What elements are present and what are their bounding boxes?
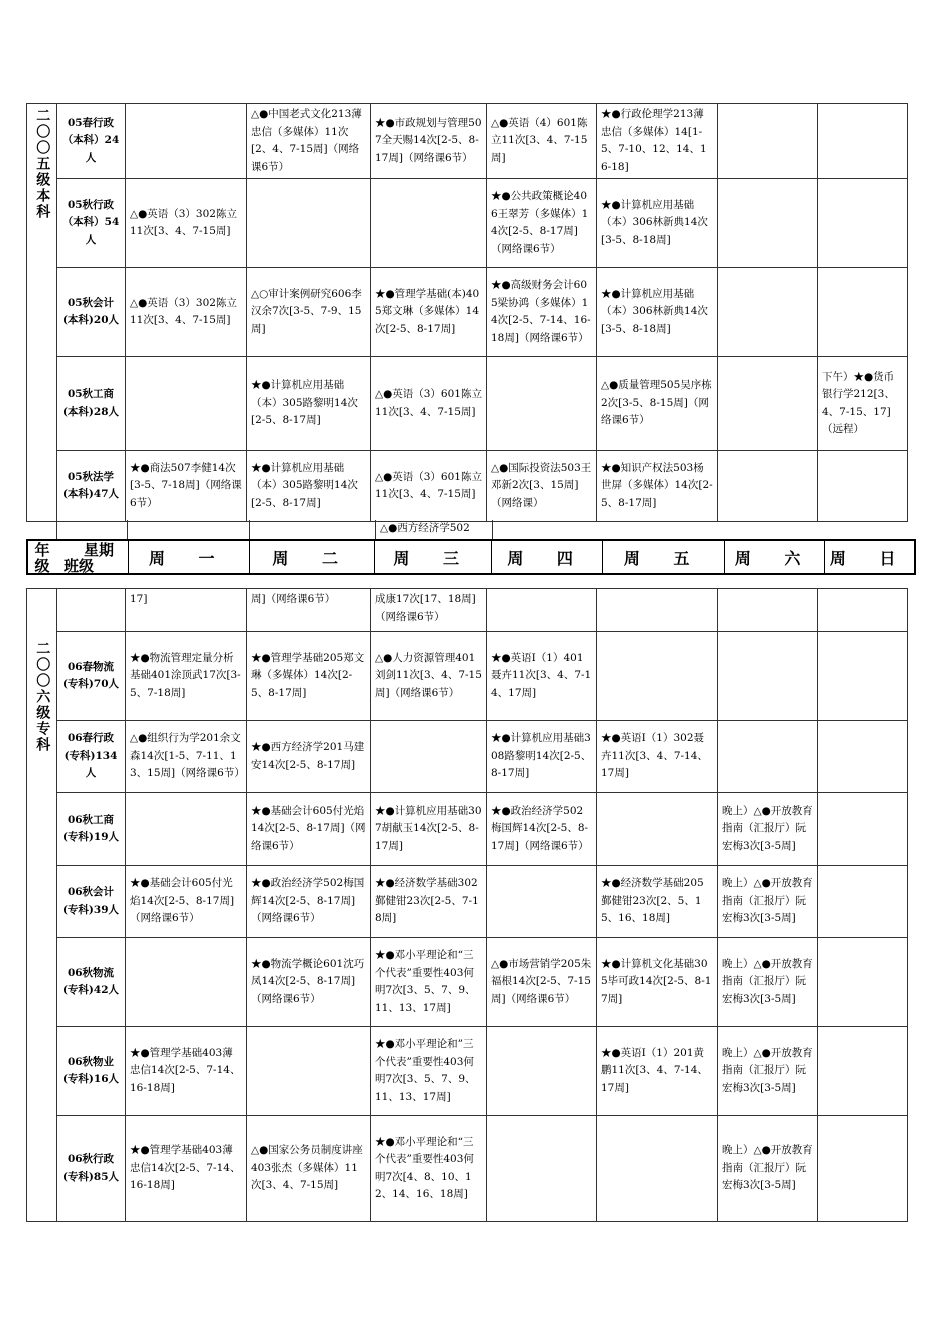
course-cell	[718, 451, 818, 522]
course-cell: ★●计算机应用基础（本）305路黎明14次[2-5、8-17周]	[247, 451, 371, 522]
divider	[56, 520, 57, 539]
grade-cell	[27, 589, 57, 1222]
course-cell	[126, 793, 247, 866]
divider	[127, 520, 128, 539]
header-corner	[28, 541, 129, 573]
course-cell	[718, 632, 818, 721]
course-cell	[247, 179, 371, 268]
course-cell: ★●行政伦理学213薄忠信（多媒体）14[1-5、7-10、12、14、16-18]	[597, 104, 718, 179]
course-cell	[818, 104, 908, 179]
schedule-2006-college	[26, 588, 908, 1222]
class-cell: 05秋工商(本科)28人	[57, 357, 126, 451]
course-cell: ★●物流管理定量分析基础401涂顶武17次[3-5、7-18周]	[126, 632, 247, 721]
course-cell: ★●公共政策概论406王翠芳（多媒体）14次[2-5、8-17周]（网络课6节）	[487, 179, 597, 268]
class-cell: 05秋行政（本科）54人	[57, 179, 126, 268]
grade-header: 年级	[34, 541, 50, 575]
table-row	[27, 1027, 908, 1116]
course-cell: ★●经济数学基础302鄞健钳23次[2-5、7-18周]	[371, 866, 487, 938]
class-cell: 06秋行政(专科)85人	[57, 1116, 126, 1222]
weekday-header-label: 星期	[84, 541, 115, 559]
table-row	[27, 268, 908, 357]
course-cell: ★●经济数学基础205鄞健钳23次[2、5、15、16、18周]	[597, 866, 718, 938]
course-cell: ★●管理学基础205郑文琳（多媒体）14次[2-5、8-17周]	[247, 632, 371, 721]
course-cell: ★●政治经济学502梅国辉14次[2-5、8-17周]（网络课6节）	[487, 793, 597, 866]
course-cell: ★●管理学基础403薄忠信14次[2-5、7-14、16-18周]	[126, 1027, 247, 1116]
course-cell	[247, 1027, 371, 1116]
course-cell: 晚上）△●开放教育指南（汇报厅）阮宏梅3次[3-5周]	[718, 1116, 818, 1222]
course-cell: △●质量管理505吴序栋2次[3-5、8-15周]（网络课6节）	[597, 357, 718, 451]
weekday-header	[26, 539, 916, 575]
course-cell: ★●英语I（1）401聂卉11次[3、4、7-14、17周]	[487, 632, 597, 721]
course-cell	[487, 866, 597, 938]
course-cell	[487, 1027, 597, 1116]
class-cell: 05秋会计(本科)20人	[57, 268, 126, 357]
course-cell: ★●高级财务会计605梁协鸿（多媒体）14次[2-5、7-14、16-18周]（网络课6节）	[487, 268, 597, 357]
day-header-tue: 周 二	[250, 541, 375, 573]
course-cell: ★●物流学概论601沈巧凤14次[2-5、8-17周]（网络课6节）	[247, 938, 371, 1027]
table-row	[27, 357, 908, 451]
course-cell	[818, 589, 908, 632]
course-cell	[718, 357, 818, 451]
course-cell	[597, 1116, 718, 1222]
class-cell	[57, 589, 126, 632]
course-cell	[597, 589, 718, 632]
course-cell: ★●管理学基础403薄忠信14次[2-5、7-14、16-18周]	[126, 1116, 247, 1222]
course-cell	[818, 1116, 908, 1222]
course-cell: 晚上）△●开放教育指南（汇报厅）阮宏梅3次[3-5周]	[718, 1027, 818, 1116]
course-cell	[818, 866, 908, 938]
course-cell: △●英语（4）601陈立11次[3、4、7-15周]	[487, 104, 597, 179]
course-cell: ★●市政规划与管理507全天赐14次[2-5、8-17周]（网络课6节）	[371, 104, 487, 179]
course-cell	[818, 1027, 908, 1116]
course-cell: ★●邓小平理论和”三个代表”重要性403何明7次[3、5、7、9、11、13、17周]	[371, 1027, 487, 1116]
course-cell: △○审计案例研究606李汉余7次[3-5、7-9、15周]	[247, 268, 371, 357]
course-cell: ★●邓小平理论和“三个代表”重要性403何明7次[4、8、10、12、14、16、18周]	[371, 1116, 487, 1222]
course-cell	[818, 721, 908, 793]
course-cell: △●市场营销学205朱福根14次[2-5、7-15周]（网络课6节）	[487, 938, 597, 1027]
table-row	[27, 938, 908, 1027]
course-cell: △●国际投资法503王邓新2次[3、15周]（网络课）	[487, 451, 597, 522]
course-cell	[718, 721, 818, 793]
table-row	[27, 589, 908, 632]
course-cell	[487, 589, 597, 632]
course-cell: ★●计算机应用基础（本）306林新典14次[3-5、8-18周]	[597, 268, 718, 357]
course-cell	[818, 451, 908, 522]
course-cell: ★●基础会计605付光焰14次[2-5、8-17周]（网络课6节）	[247, 793, 371, 866]
course-cell: 晚上）△●开放教育指南（汇报厅）阮宏梅3次[3-5周]	[718, 866, 818, 938]
table-row	[27, 179, 908, 268]
course-cell: 下午）★●货币银行学212[3、4、7-15、17]（远程）	[818, 357, 908, 451]
grade-label: 二〇〇五级本科	[34, 108, 51, 220]
course-cell: ★●管理学基础(本)405郑文琳（多媒体）14次[2-5、8-17周]	[371, 268, 487, 357]
course-cell: ★●商法507李健14次[3-5、7-18周]（网络课6节）	[126, 451, 247, 522]
course-cell: ★●计算机应用基础308路黎明14次[2-5、8-17周]	[487, 721, 597, 793]
course-cell: ★●计算机文化基础305毕可政14次[2-5、8-17周]	[597, 938, 718, 1027]
course-cell: △●英语（3）302陈立11次[3、4、7-15周]	[126, 179, 247, 268]
table-row	[27, 721, 908, 793]
course-cell	[818, 938, 908, 1027]
course-cell	[371, 721, 487, 793]
course-cell	[597, 632, 718, 721]
day-header-fri: 周 五	[603, 541, 724, 573]
course-cell: 成康17次[17、18周]（网络课6节）	[371, 589, 487, 632]
course-cell	[718, 104, 818, 179]
schedule-2005-undergrad	[26, 103, 908, 522]
grade-cell	[27, 104, 57, 522]
course-cell	[487, 1116, 597, 1222]
course-cell: △●英语（3）601陈立11次[3、4、7-15周]	[371, 451, 487, 522]
course-cell	[818, 632, 908, 721]
course-cell: △●国家公务员制度讲座403张杰（多媒体）11次[3、4、7-15周]	[247, 1116, 371, 1222]
course-cell	[597, 793, 718, 866]
table-row	[27, 793, 908, 866]
grade-label: 二〇〇六级专科	[34, 641, 51, 753]
course-cell: ★●计算机应用基础307胡献玉14次[2-5、8-17周]	[371, 793, 487, 866]
course-cell	[126, 357, 247, 451]
day-header-mon: 周 一	[129, 541, 250, 573]
course-cell: △●英语（3）601陈立11次[3、4、7-15周]	[371, 357, 487, 451]
course-cell	[818, 179, 908, 268]
course-cell: △●人力资源管理401刘剑11次[3、4、7-15周]（网络课6节）	[371, 632, 487, 721]
course-cell: ★●英语I（1）302聂卉11次[3、4、7-14、17周]	[597, 721, 718, 793]
class-cell: 06春行政(专科)134人	[57, 721, 126, 793]
divider	[249, 520, 250, 539]
course-cell	[487, 357, 597, 451]
course-cell	[818, 268, 908, 357]
course-cell	[126, 104, 247, 179]
course-cell	[371, 179, 487, 268]
class-cell: 06秋物业(专科)16人	[57, 1027, 126, 1116]
course-cell: ★●基础会计605付光焰14次[2-5、8-17周]（网络课6节）	[126, 866, 247, 938]
course-cell: ★●计算机应用基础（本）306林新典14次[3-5、8-18周]	[597, 179, 718, 268]
class-cell: 05秋法学(本科)47人	[57, 451, 126, 522]
overflow-course-text: △●西方经济学502	[380, 522, 470, 534]
course-cell: 晚上）△●开放教育指南（汇报厅）阮宏梅3次[3-5周]	[718, 793, 818, 866]
table-row	[27, 104, 908, 179]
class-cell: 05春行政（本科）24人	[57, 104, 126, 179]
day-header-wed: 周 三	[375, 541, 491, 573]
course-cell	[126, 938, 247, 1027]
course-cell: ★●邓小平理论和“三个代表”重要性403何明7次[3、5、7、9、11、13、17周]	[371, 938, 487, 1027]
table-row	[27, 451, 908, 522]
day-header-thu: 周 四	[492, 541, 604, 573]
table-row	[27, 1116, 908, 1222]
course-cell: △●组织行为学201余文森14次[1-5、7-11、13、15周]（网络课6节）	[126, 721, 247, 793]
course-cell	[718, 268, 818, 357]
course-cell: 周]（网络课6节）	[247, 589, 371, 632]
course-cell	[718, 179, 818, 268]
class-header-label: 班级	[64, 557, 95, 575]
class-cell: 06秋物流(专科)42人	[57, 938, 126, 1027]
course-cell	[718, 589, 818, 632]
day-header-sun: 周 日	[829, 548, 910, 568]
course-cell: △●中国老式文化213薄忠信（多媒体）11次[2、4、7-15周]（网络课6节）	[247, 104, 371, 179]
course-cell: ★●政治经济学502梅国辉14次[2-5、8-17周]（网络课6节）	[247, 866, 371, 938]
table-row	[27, 866, 908, 938]
course-cell: ★●计算机应用基础（本）305路黎明14次[2-5、8-17周]	[247, 357, 371, 451]
course-cell: ★●西方经济学201马建安14次[2-5、8-17周]	[247, 721, 371, 793]
course-cell: ★●英语I（1）201黄鹏11次[3、4、7-14、17周]	[597, 1027, 718, 1116]
class-cell: 06秋会计(专科)39人	[57, 866, 126, 938]
class-cell: 06秋工商(专科)19人	[57, 793, 126, 866]
table-row	[27, 632, 908, 721]
day-header-sat: 周 六	[725, 541, 826, 573]
course-cell: 晚上）△●开放教育指南（汇报厅）阮宏梅3次[3-5周]	[718, 938, 818, 1027]
course-cell: 17]	[126, 589, 247, 632]
course-cell	[818, 793, 908, 866]
course-cell: △●英语（3）302陈立11次[3、4、7-15周]	[126, 268, 247, 357]
class-cell: 06春物流(专科)70人	[57, 632, 126, 721]
course-cell: ★●知识产权法503杨世屏（多媒体）14次[2-5、8-17周]	[597, 451, 718, 522]
